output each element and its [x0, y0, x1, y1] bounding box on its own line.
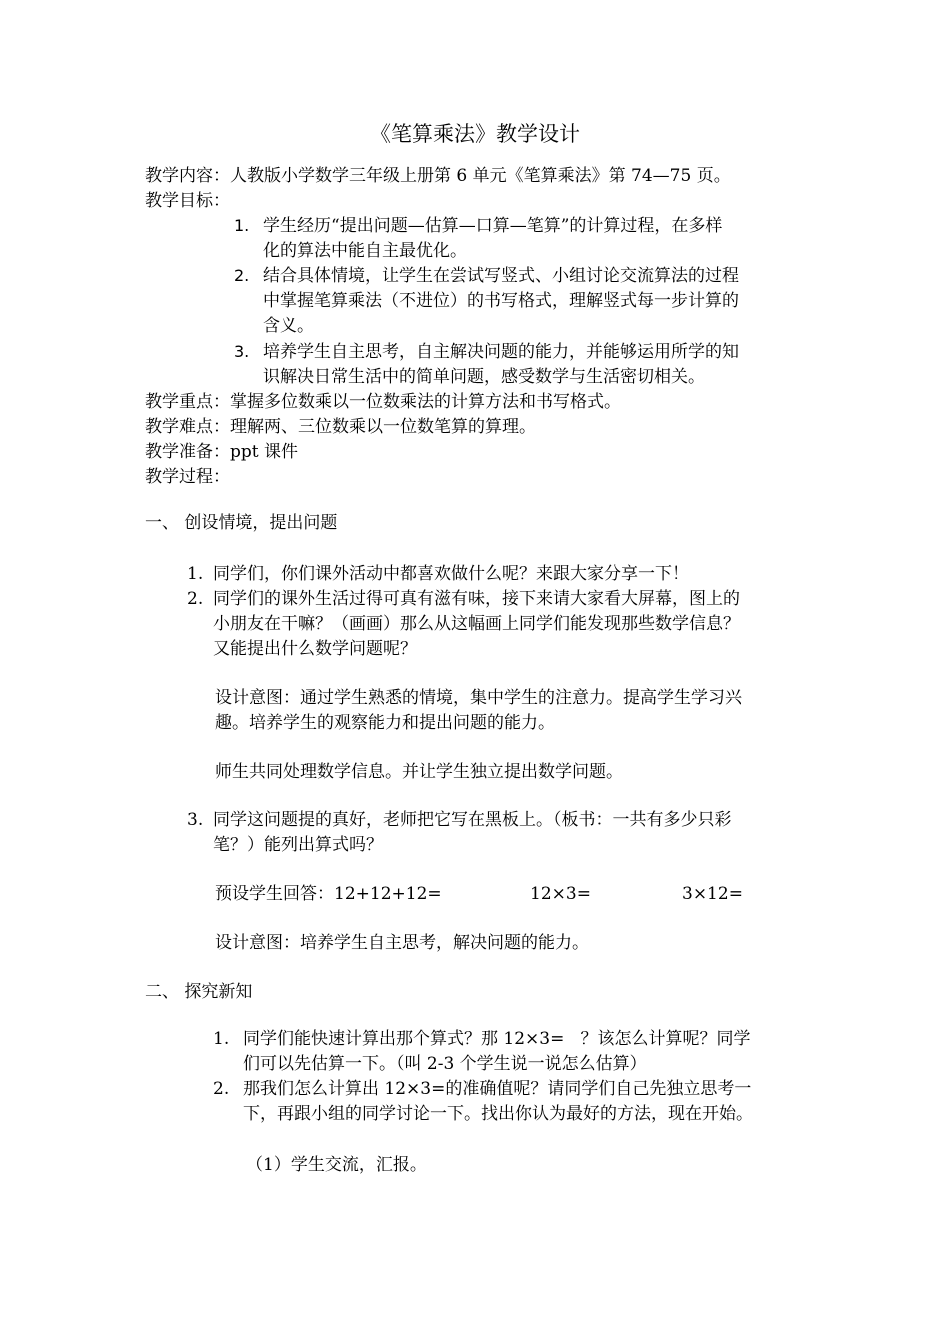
s2-item-1-line-1: 同学们能快速计算出那个算式？那 12×3= ？该怎么计算呢？同学 [243, 1029, 751, 1049]
goal-2-number: 2. [234, 266, 250, 285]
process-label: 教学过程： [145, 467, 230, 487]
s1-item-2-line-3: 又能提出什么数学问题呢？ [213, 639, 417, 659]
s2-item-2-line-1: 那我们怎么计算出 12×3=的准确值呢？请同学们自己先独立思考一 [243, 1079, 752, 1099]
expected-answer-2: 12×3= [530, 884, 591, 904]
teaching-content: 教学内容：人教版小学数学三年级上册第 6 单元《笔算乘法》第 74—75 页。 [145, 166, 731, 186]
design-intent-1-line-2: 趣。培养学生的观察能力和提出问题的能力。 [215, 713, 555, 733]
goal-3-number: 3. [234, 342, 250, 361]
s1-item-2-line-1: 同学们的课外生活过得可真有滋有味，接下来请大家看大屏幕，图上的 [213, 589, 740, 609]
expected-answers-label: 预设学生回答：12+12+12= [215, 884, 442, 904]
preparation: 教学准备：ppt 课件 [145, 442, 298, 462]
section-1-heading: 一、 创设情境，提出问题 [145, 513, 338, 533]
teacher-student-note: 师生共同处理数学信息。并让学生独立提出数学问题。 [215, 762, 623, 782]
s2-sub-1: （1）学生交流，汇报。 [246, 1155, 427, 1175]
s2-item-2-number: 2. [213, 1079, 230, 1099]
goal-2-line-2: 中掌握笔算乘法（不进位）的书写格式，理解竖式每一步计算的 [263, 291, 739, 311]
goal-3-line-1: 培养学生自主思考，自主解决问题的能力，并能够运用所学的知 [263, 342, 739, 362]
s1-item-2-number: 2. [187, 589, 204, 609]
difficulty: 教学难点：理解两、三位数乘以一位数笔算的算理。 [145, 417, 536, 437]
goal-2-line-3: 含义。 [263, 316, 314, 336]
doc-title: 《笔算乘法》教学设计 [370, 122, 580, 146]
design-intent-2: 设计意图：培养学生自主思考，解决问题的能力。 [215, 933, 589, 953]
s1-item-1-number: 1. [187, 564, 204, 584]
expected-answer-3: 3×12= [682, 884, 743, 904]
s2-item-1-number: 1. [213, 1029, 230, 1049]
goal-3-line-2: 识解决日常生活中的简单问题，感受数学与生活密切相关。 [263, 367, 705, 387]
s1-item-3-line-2: 笔？）能列出算式吗？ [213, 835, 383, 855]
s1-item-1-line-1: 同学们，你们课外活动中都喜欢做什么呢？来跟大家分享一下！ [213, 564, 689, 584]
goal-1-line-2: 化的算法中能自主最优化。 [263, 241, 467, 261]
section-2-heading: 二、 探究新知 [145, 982, 253, 1002]
key-point: 教学重点：掌握多位数乘以一位数乘法的计算方法和书写格式。 [145, 392, 621, 412]
s2-item-2-line-2: 下，再跟小组的同学讨论一下。找出你认为最好的方法，现在开始。 [243, 1104, 753, 1124]
s1-item-3-line-1: 同学这问题提的真好，老师把它写在黑板上。（板书：一共有多少只彩 [213, 810, 732, 830]
s2-item-1-line-2: 们可以先估算一下。（叫 2-3 个学生说一说怎么估算） [243, 1054, 647, 1074]
s1-item-3-number: 3. [187, 810, 204, 830]
goal-2-line-1: 结合具体情境，让学生在尝试写竖式、小组讨论交流算法的过程 [263, 266, 739, 286]
goals-label: 教学目标： [145, 191, 230, 211]
s1-item-2-line-2: 小朋友在干嘛？（画画）那么从这幅画上同学们能发现那些数学信息？ [213, 614, 740, 634]
design-intent-1-line-1: 设计意图：通过学生熟悉的情境，集中学生的注意力。提高学生学习兴 [215, 688, 742, 708]
goal-1-number: 1. [234, 216, 250, 235]
goal-1-line-1: 学生经历“提出问题—估算—口算—笔算”的计算过程，在多样 [263, 216, 723, 236]
